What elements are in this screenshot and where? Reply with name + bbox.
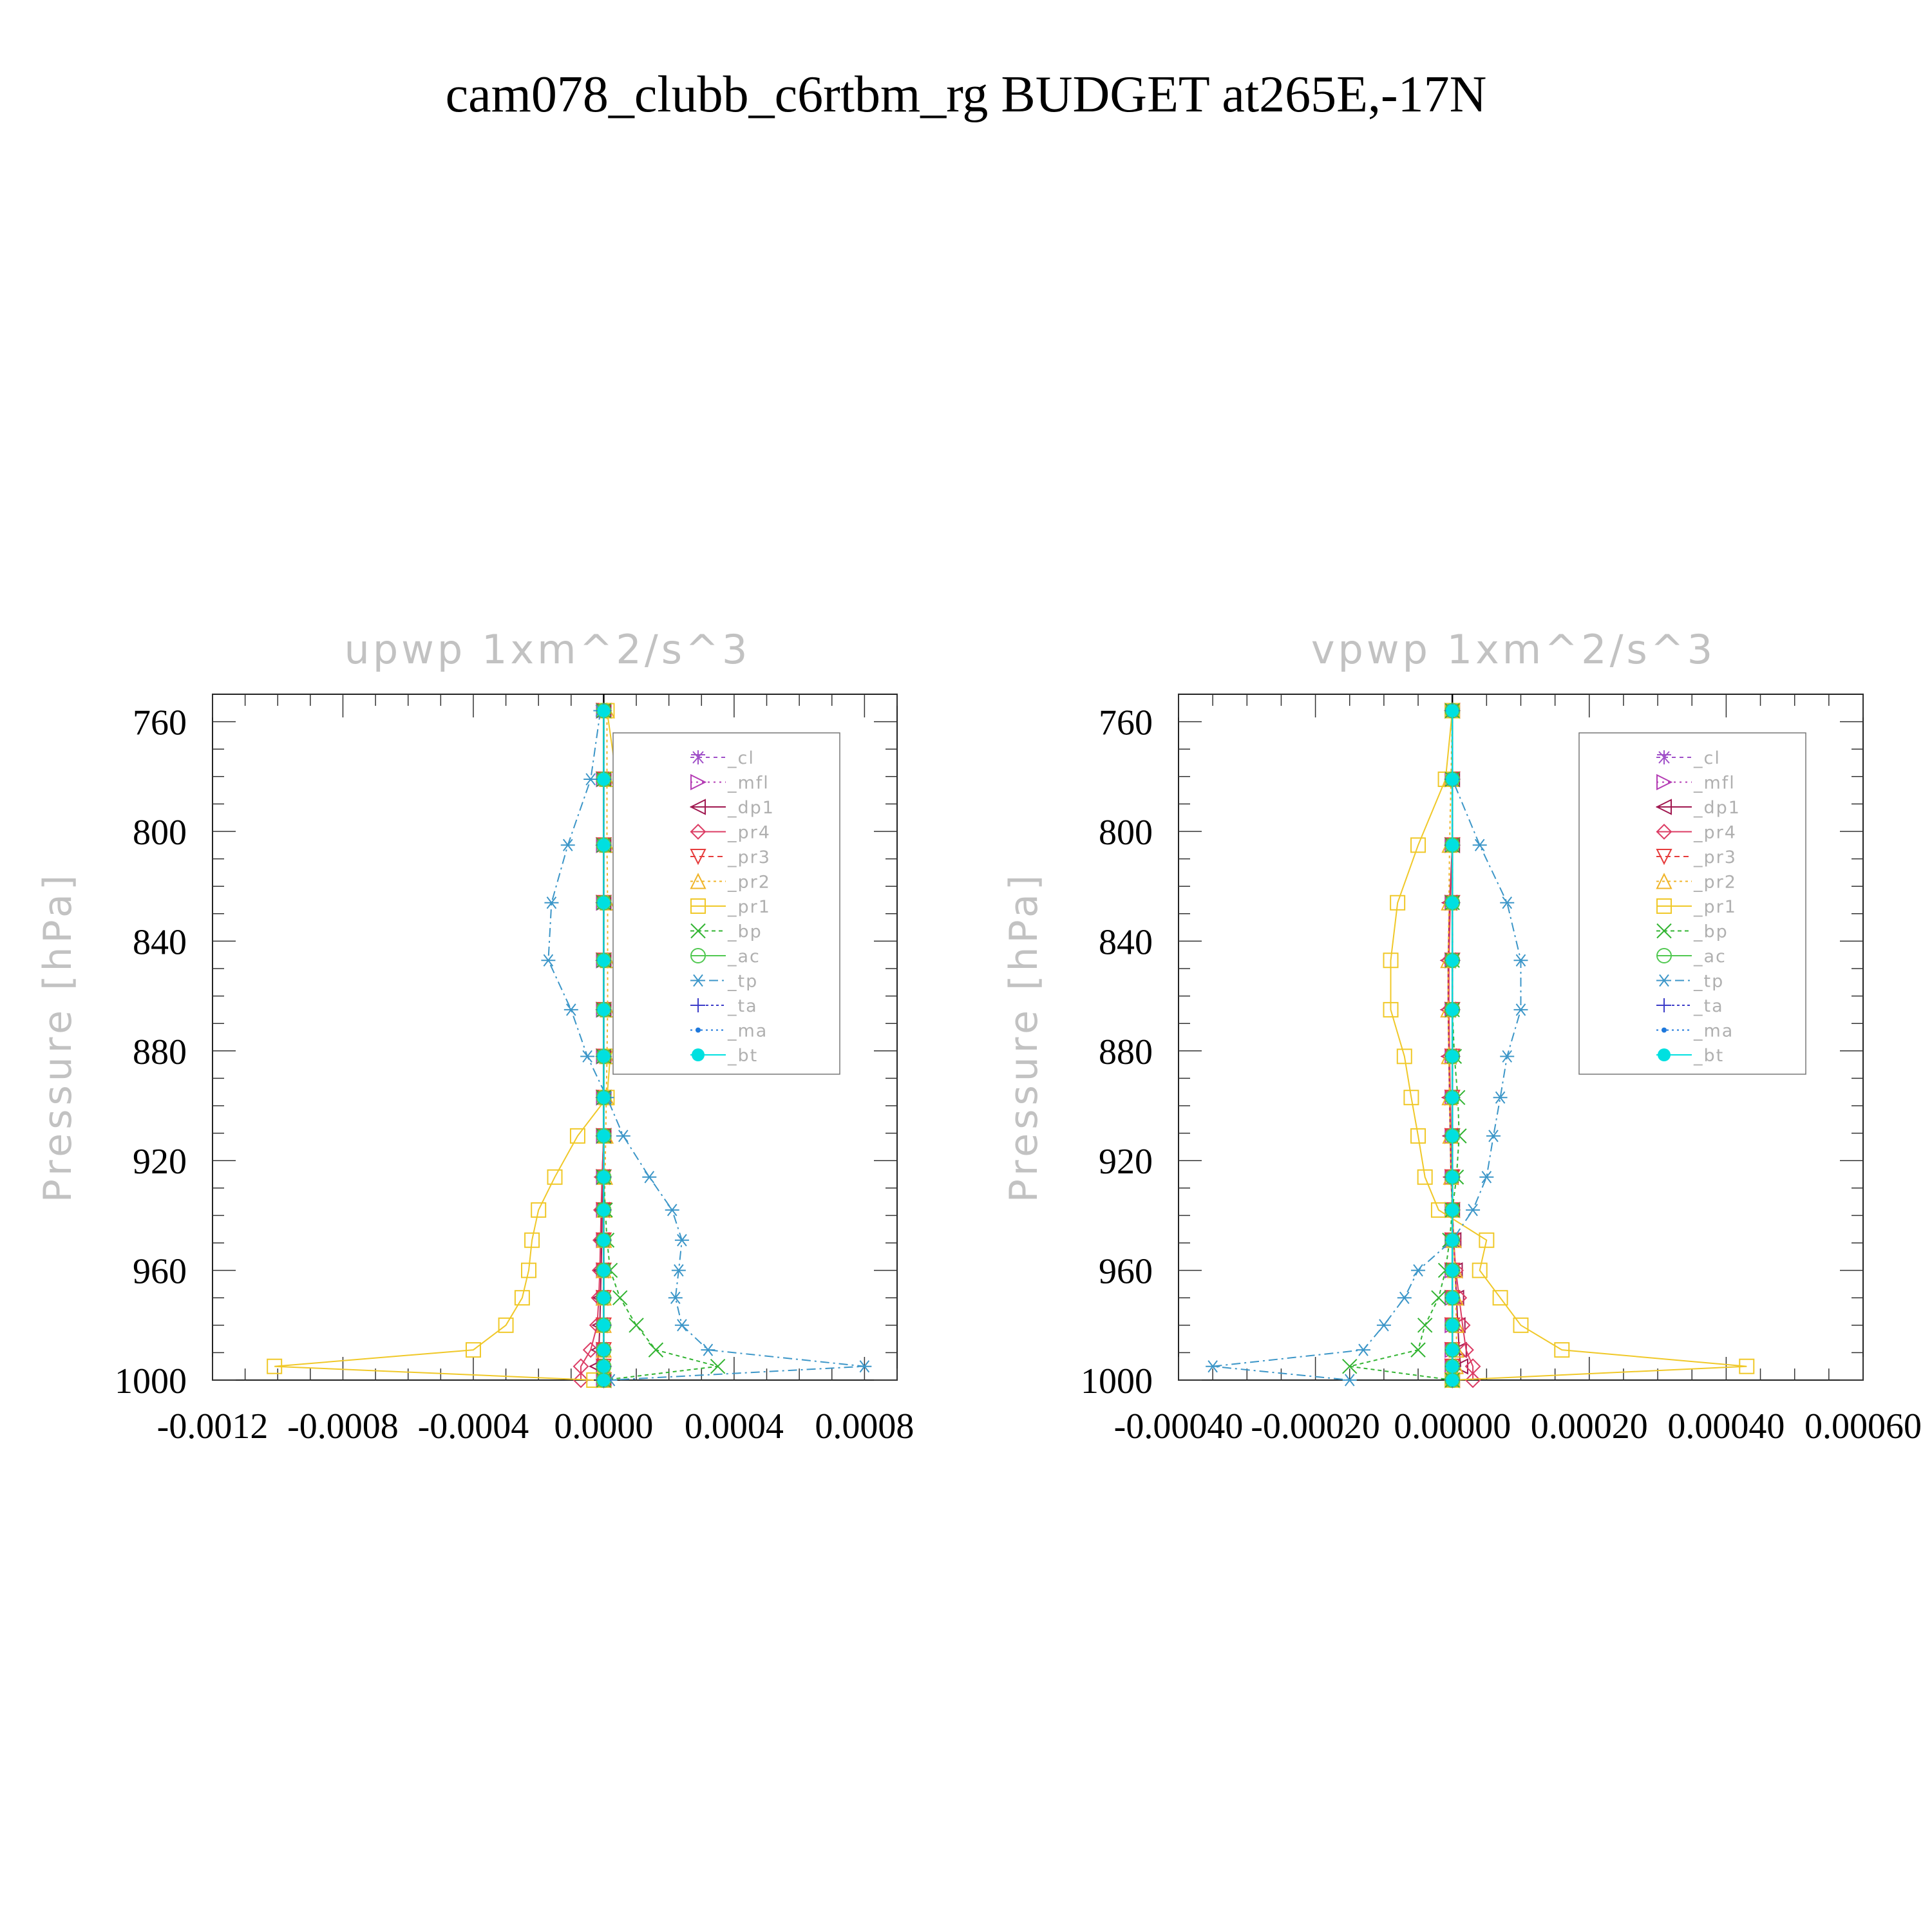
data-point [597,1204,610,1217]
data-point [711,1359,725,1374]
data-point [665,1204,679,1216]
data-point [597,1319,610,1332]
legend-label: _ta [1694,996,1724,1016]
legend-label: _tp [728,971,759,992]
data-point [649,1343,663,1357]
data-point [1479,1171,1493,1183]
data-point [597,705,610,717]
data-point [597,1374,610,1387]
data-point [1446,838,1459,851]
x-tick-label: -0.0008 [287,1406,399,1446]
y-tick-label: 800 [133,813,187,853]
data-point [1446,1050,1459,1063]
data-point [1377,1320,1391,1331]
legend [1579,733,1806,1074]
data-point [1356,1344,1370,1356]
legend [613,733,840,1074]
x-tick-label: -0.0012 [156,1406,269,1446]
legend-label: _tp [1694,971,1725,992]
data-point [1446,1003,1459,1016]
y-tick-label: 1000 [1081,1361,1153,1401]
legend-label: _dp1 [1694,798,1741,818]
y-tick-label: 760 [1099,703,1153,743]
x-tick-label: 0.00040 [1667,1406,1785,1446]
data-point [597,954,610,967]
legend-label: _pr1 [728,897,771,917]
panel-title: upwp 1xm^2/s^3 [344,626,751,673]
legend-label: _pr2 [1694,872,1737,893]
y-tick-label: 840 [1099,922,1153,963]
data-point [597,1264,610,1277]
y-tick-label: 840 [133,922,187,963]
data-point [1446,1091,1459,1104]
legend-box [613,733,840,1074]
legend-label: _bp [1694,922,1728,942]
legend-label: _pr3 [1694,848,1737,867]
data-point [701,1344,715,1356]
plot-layer [115,694,914,1446]
data-point [1446,705,1459,717]
data-point [1446,1319,1459,1332]
data-point [597,773,610,786]
data-point [1446,1374,1459,1387]
series-line [1213,711,1520,1380]
legend-label: _mfl [728,773,770,793]
data-point [583,773,598,785]
data-point [597,1343,610,1356]
series-bp [1343,704,1466,1387]
data-point [1446,1171,1459,1184]
legend-label: _bt [728,1046,759,1066]
x-tick-label: 0.00060 [1804,1406,1922,1446]
y-tick-label: 920 [133,1142,187,1182]
data-point [564,1004,578,1016]
data-point [1446,1343,1459,1356]
data-point [1411,1343,1425,1357]
data-point [541,954,555,966]
legend-label: _ta [728,996,758,1016]
data-point [561,839,575,851]
data-point [597,1291,610,1304]
data-point [642,1171,656,1183]
legend-label: _bp [728,922,762,942]
x-tick-label: -0.0004 [417,1406,529,1446]
y-tick-label: 800 [1099,813,1153,853]
y-tick-label: 880 [133,1032,187,1072]
panel-title: vpwp 1xm^2/s^3 [1311,626,1716,673]
x-tick-label: -0.00040 [1113,1406,1244,1446]
data-point [1466,1204,1480,1216]
y-tick-label: 1000 [115,1361,187,1401]
series-dp1 [590,704,611,1387]
legend-box [1579,733,1806,1074]
series-tp [1206,705,1528,1386]
legend-label: _cl [728,748,755,768]
y-tick-label: 880 [1099,1032,1153,1072]
data-point [1418,1318,1432,1332]
data-point [1446,954,1459,967]
data-point [629,1318,643,1332]
y-tick-label: 760 [133,703,187,743]
data-point [1446,896,1459,909]
y-axis-label: Pressure [hPa] [35,871,80,1203]
series-pr4 [1442,704,1480,1387]
series-line [274,711,652,1380]
legend-label: _cl [1694,748,1721,768]
legend-label: _pr4 [728,822,771,843]
x-tick-label: 0.0008 [815,1406,914,1446]
legend-label: _mfl [1694,773,1736,793]
data-point [1411,1265,1425,1276]
data-point [597,1050,610,1063]
x-tick-label: 0.00020 [1530,1406,1648,1446]
legend-label: _ma [1694,1021,1734,1041]
data-point [1446,773,1459,786]
data-point [1500,1050,1514,1062]
data-point [597,1234,610,1247]
data-point [544,897,558,909]
data-point [597,838,610,851]
data-point [1493,1092,1508,1103]
legend-label: _ma [728,1021,768,1041]
legend-label: _ac [728,947,761,967]
legend-marker [1658,1048,1671,1061]
data-point [1473,839,1487,851]
data-point [616,1130,630,1142]
data-point [675,1235,689,1246]
data-point [1446,1130,1459,1142]
data-point [1446,1204,1459,1217]
legend-label: _ac [1694,947,1727,967]
data-point [1486,1130,1501,1142]
data-point [1446,1360,1459,1373]
data-point [597,1130,610,1142]
legend-marker [696,1028,701,1033]
legend-marker [692,1048,705,1061]
figure-title: cam078_clubb_c6rtbm_rg BUDGET at265E,-17N [445,66,1487,123]
legend-label: _pr2 [728,872,771,893]
data-point [613,1291,627,1305]
y-tick-label: 960 [133,1251,187,1292]
data-point [597,896,610,909]
x-tick-label: 0.00000 [1394,1406,1511,1446]
vpwp-panel [1001,626,1922,1446]
legend-label: _dp1 [728,798,775,818]
upwp-panel [35,626,914,1446]
data-point [1500,897,1514,909]
data-point [597,1091,610,1104]
y-tick-label: 960 [1099,1251,1153,1292]
x-tick-label: 0.0004 [684,1406,784,1446]
data-point [1397,1292,1412,1303]
x-tick-label: 0.0000 [554,1406,654,1446]
legend-label: _bt [1694,1046,1725,1066]
data-point [1446,1291,1459,1304]
x-tick-label: -0.00020 [1251,1406,1380,1446]
data-point [1446,1264,1459,1277]
series-line [597,711,603,1380]
data-point [597,1003,610,1016]
data-point [1432,1291,1446,1305]
series-pr4 [574,704,611,1387]
plot-layer [1081,694,1922,1446]
legend-label: _pr1 [1694,897,1737,917]
y-axis-label: Pressure [hPa] [1001,871,1046,1203]
data-point [1514,1004,1528,1016]
legend-label: _pr3 [728,848,771,867]
legend-marker [1662,1028,1667,1033]
legend-label: _pr4 [1694,822,1737,843]
series-line [1350,711,1459,1380]
data-point [580,1050,594,1062]
data-point [597,1171,610,1184]
data-point [597,1360,610,1373]
data-point [1446,1234,1459,1247]
y-tick-label: 920 [1099,1142,1153,1182]
